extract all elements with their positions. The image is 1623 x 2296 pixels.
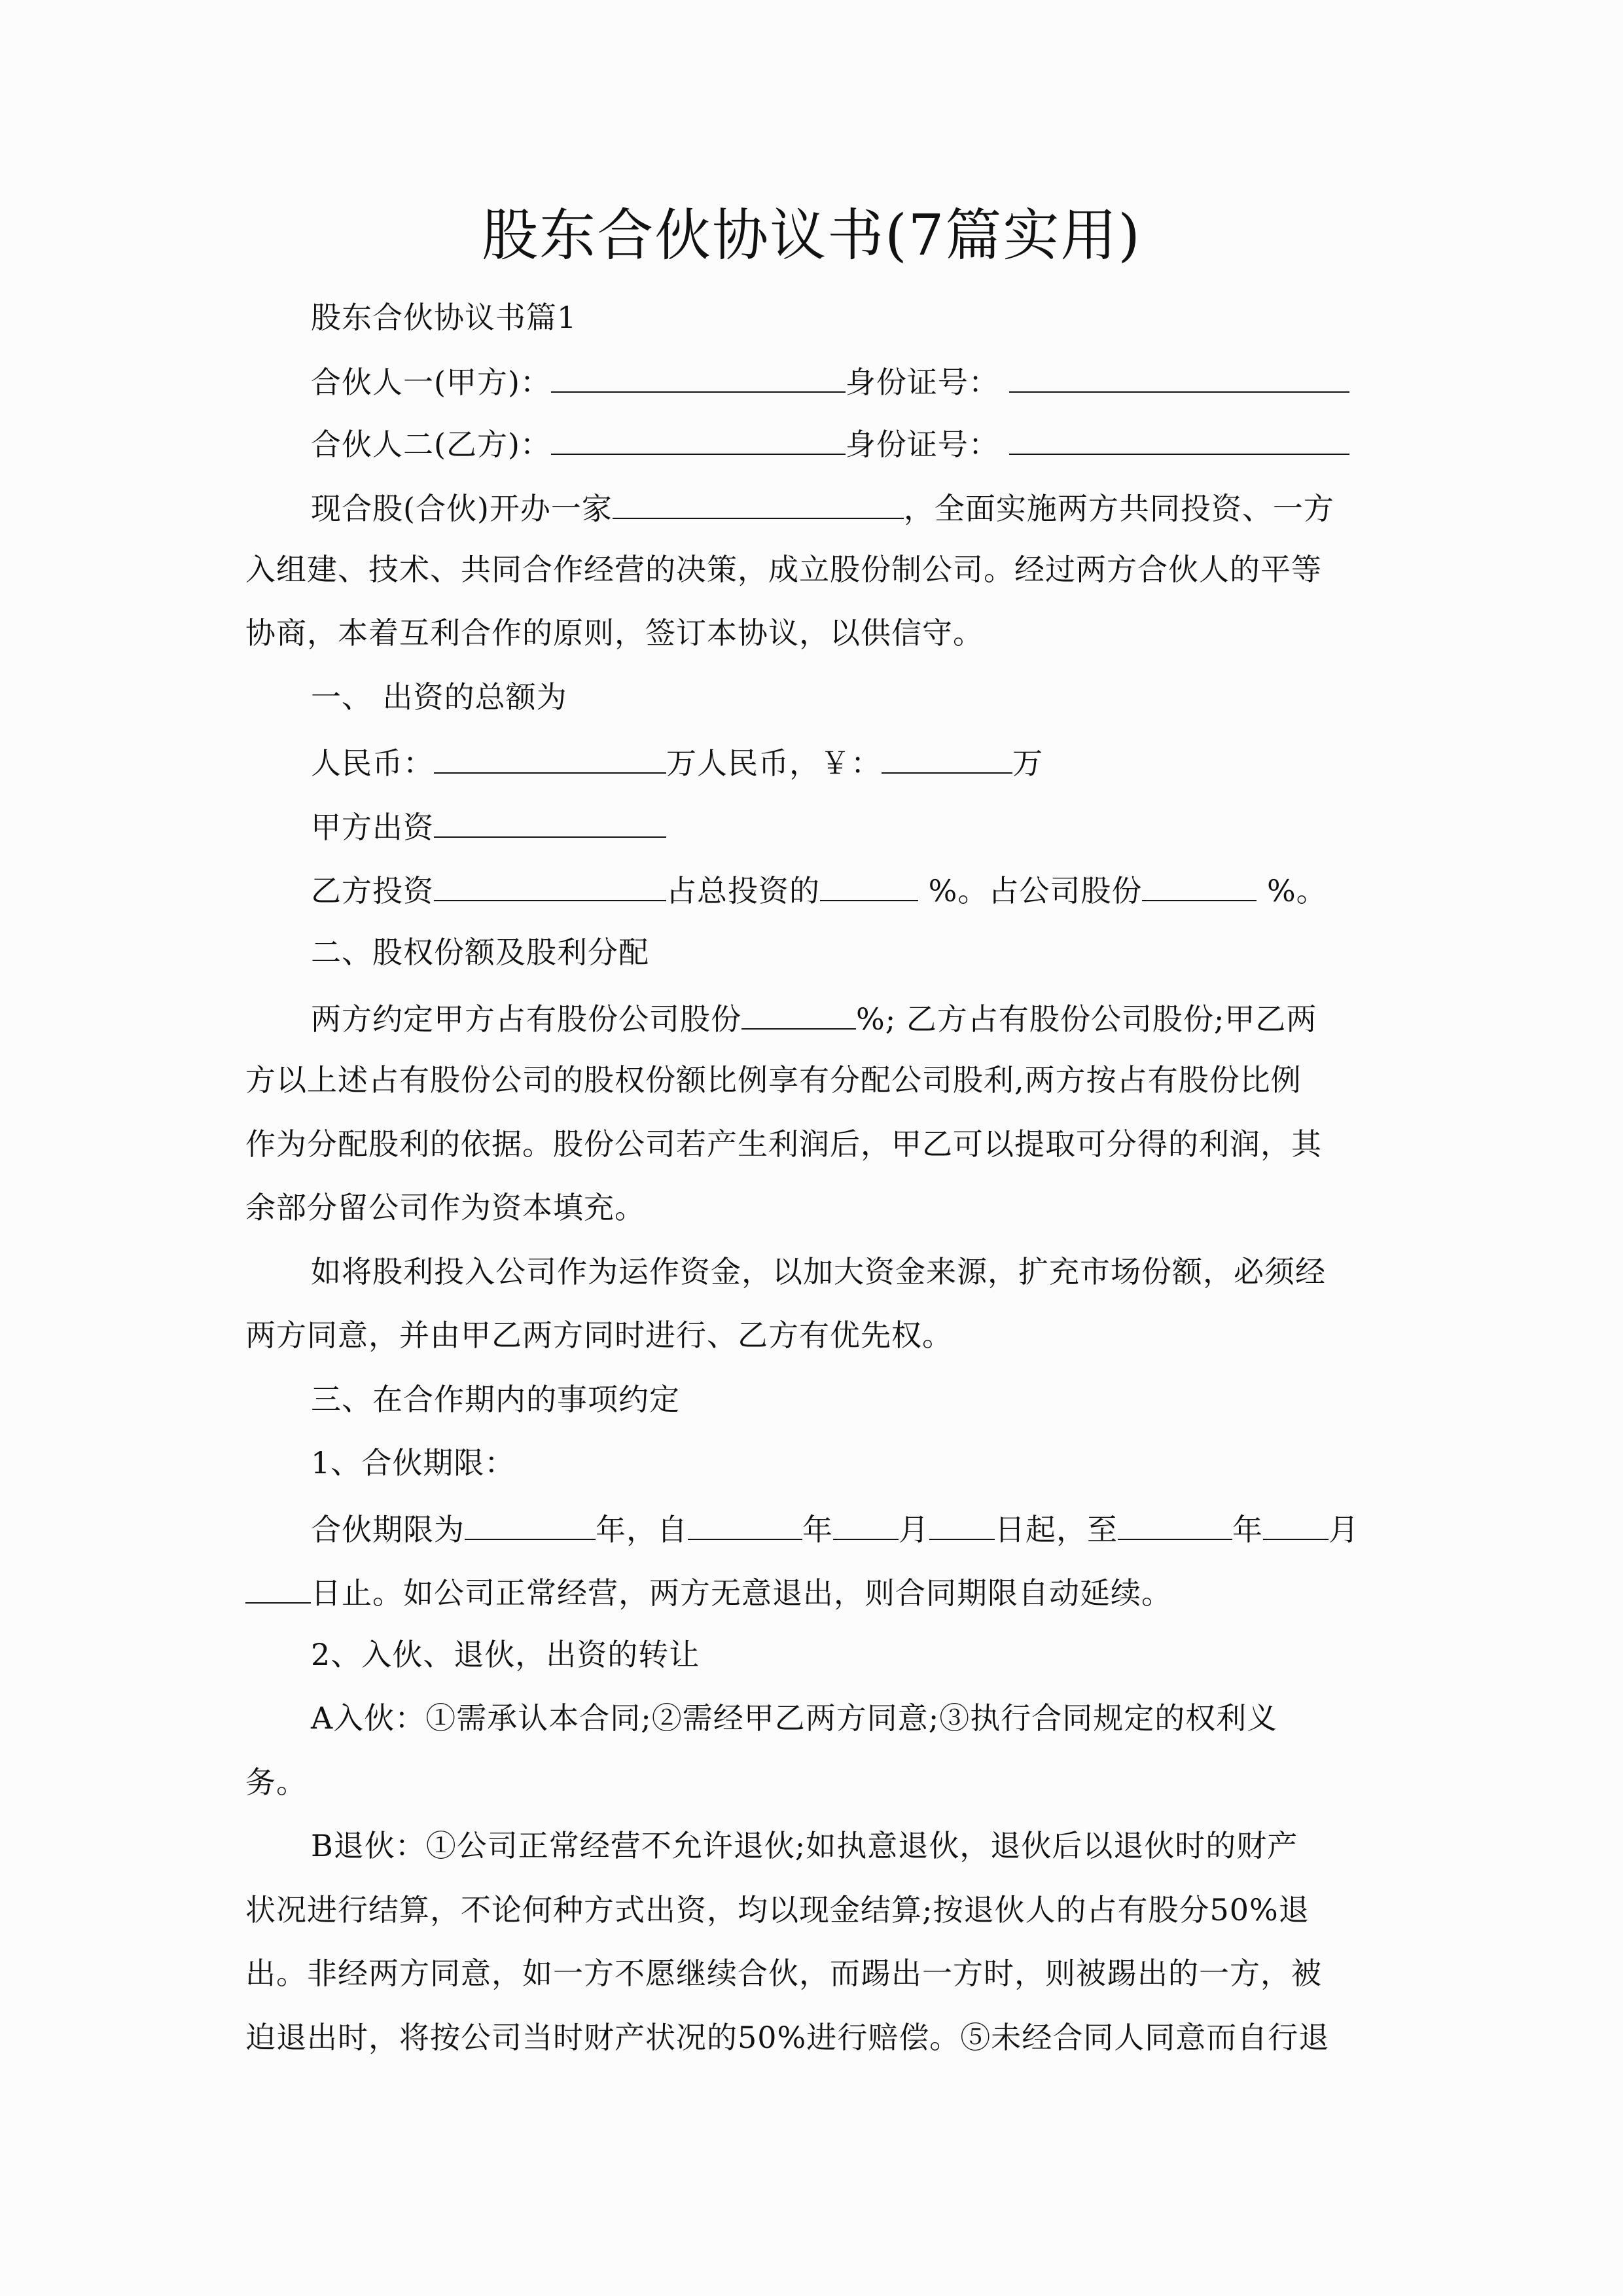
company-name-blank[interactable]: [613, 486, 904, 519]
term-line-1: [245, 1507, 1378, 1549]
term-text: 日起，至: [995, 1512, 1118, 1547]
partner-b-row: [245, 422, 1378, 464]
exit-line-2: 状况进行结算，不论何种方式出资，均以现金结算;按退伙人的占有股分50%退: [245, 1892, 1310, 1928]
join-line-2: 务。: [245, 1765, 307, 1800]
partner-b-name-blank[interactable]: [551, 422, 846, 455]
reinvest-line-1: 如将股利投入公司作为运作资金，以加大资金来源，扩充市场份额，必须经: [311, 1254, 1326, 1289]
term-text: 日止。如公司正常经营，两方无意退出，则合同期限自动延续。: [311, 1575, 1172, 1611]
intro-line-2: 入组建、技术、共同合作经营的决策，成立股份制公司。经过两方合伙人的平等: [245, 552, 1322, 587]
exit-line-3: 出。非经两方同意，如一方不愿继续合伙，而踢出一方时，则被踢出的一方，被: [245, 1956, 1322, 1991]
rmb-total-row: [245, 741, 1378, 783]
document-title: 股东合伙协议书(7篇实用): [482, 203, 1141, 268]
partner-a-name-blank[interactable]: [551, 360, 846, 393]
yen-amount-blank[interactable]: [882, 741, 1012, 774]
partner-a-label: 合伙人一(甲方)：: [311, 365, 551, 400]
section-1-heading: 一、 出资的总额为: [311, 679, 567, 715]
term-text: 年: [802, 1512, 833, 1547]
party-a-invest-row: [245, 805, 1378, 847]
item-2-heading: 2、入伙、退伙，出资的转让: [311, 1637, 700, 1672]
rmb-amount-blank[interactable]: [434, 741, 666, 774]
party-b-invest-label: 乙方投资: [311, 873, 434, 908]
dividend-line-3: 作为分配股利的依据。股份公司若产生利润后，甲乙可以提取可分得的利润，其: [245, 1126, 1322, 1162]
partner-b-id-label: 身份证号：: [845, 427, 999, 462]
item-1-heading: 1、合伙期限：: [311, 1445, 516, 1480]
intro-text: ，全面实施两方共同投资、一方: [903, 491, 1334, 526]
dividend-line-4: 余部分留公司作为资本填充。: [245, 1190, 645, 1225]
share-of-total-blank[interactable]: [820, 869, 918, 901]
term-text: 合伙期限为: [311, 1512, 465, 1547]
intro-text: 现合股(合伙)开办一家: [311, 491, 613, 526]
share-of-total-label: 占总投资的: [666, 873, 820, 908]
term-text: 年，自: [596, 1512, 688, 1547]
intro-line-3: 协商，本着互利合作的原则，签订本协议，以供信守。: [245, 615, 984, 651]
party-b-invest-row: [245, 869, 1378, 910]
start-month-blank[interactable]: [833, 1507, 899, 1540]
start-year-blank[interactable]: [688, 1507, 802, 1540]
partner-a-id-label: 身份证号：: [845, 365, 999, 400]
party-a-invest-blank[interactable]: [434, 805, 666, 838]
join-line-1: A入伙：①需承认本合同;②需经甲乙两方同意;③执行合同规定的权利义: [311, 1700, 1278, 1736]
wan-unit-label: 万: [1012, 745, 1043, 781]
dividend-line-1: [245, 997, 1378, 1039]
end-year-blank[interactable]: [1118, 1507, 1232, 1540]
party-a-share-blank[interactable]: [741, 997, 856, 1030]
party-a-invest-label: 甲方出资: [311, 810, 434, 845]
reinvest-line-2: 两方同意，并由甲乙两方同时进行、乙方有优先权。: [245, 1318, 953, 1353]
start-day-blank[interactable]: [929, 1507, 995, 1540]
dividend-text: 两方约定甲方占有股份公司股份: [311, 1001, 741, 1037]
term-text: 月: [899, 1512, 929, 1547]
partner-a-id-blank[interactable]: [1009, 360, 1349, 393]
term-line-2: [245, 1571, 1378, 1613]
section-3-heading: 三、在合作期内的事项约定: [311, 1382, 680, 1417]
company-share-label: %。占公司股份: [918, 873, 1143, 908]
partner-a-row: [245, 360, 1378, 402]
partner-b-id-blank[interactable]: [1009, 422, 1349, 455]
term-text: 月: [1329, 1512, 1359, 1547]
rmb-unit-label: 万人民币，￥：: [666, 745, 882, 781]
section-subtitle: 股东合伙协议书篇1: [311, 300, 577, 335]
party-b-invest-blank[interactable]: [434, 869, 666, 901]
term-text: 年: [1232, 1512, 1263, 1547]
term-years-blank[interactable]: [465, 1507, 596, 1540]
section-2-heading: 二、股权份额及股利分配: [311, 935, 649, 970]
percent-label: %。: [1257, 873, 1327, 908]
partner-b-label: 合伙人二(乙方)：: [311, 427, 551, 462]
dividend-line-2: 方以上述占有股份公司的股权份额比例享有分配公司股利,两方按占有股份比例: [245, 1062, 1302, 1098]
end-month-blank[interactable]: [1263, 1507, 1329, 1540]
exit-line-1: B退伙：①公司正常经营不允许退伙;如执意退伙，退伙后以退伙时的财产: [311, 1828, 1298, 1863]
company-share-blank[interactable]: [1142, 869, 1257, 901]
exit-line-4: 迫退出时，将按公司当时财产状况的50%进行赔偿。⑤未经合同人同意而自行退: [245, 2020, 1330, 2055]
dividend-text: %; 乙方占有股份公司股份;甲乙两: [856, 1001, 1317, 1037]
end-day-blank[interactable]: [245, 1571, 311, 1604]
rmb-label: 人民币：: [311, 745, 434, 781]
intro-line-1: [245, 486, 1378, 528]
